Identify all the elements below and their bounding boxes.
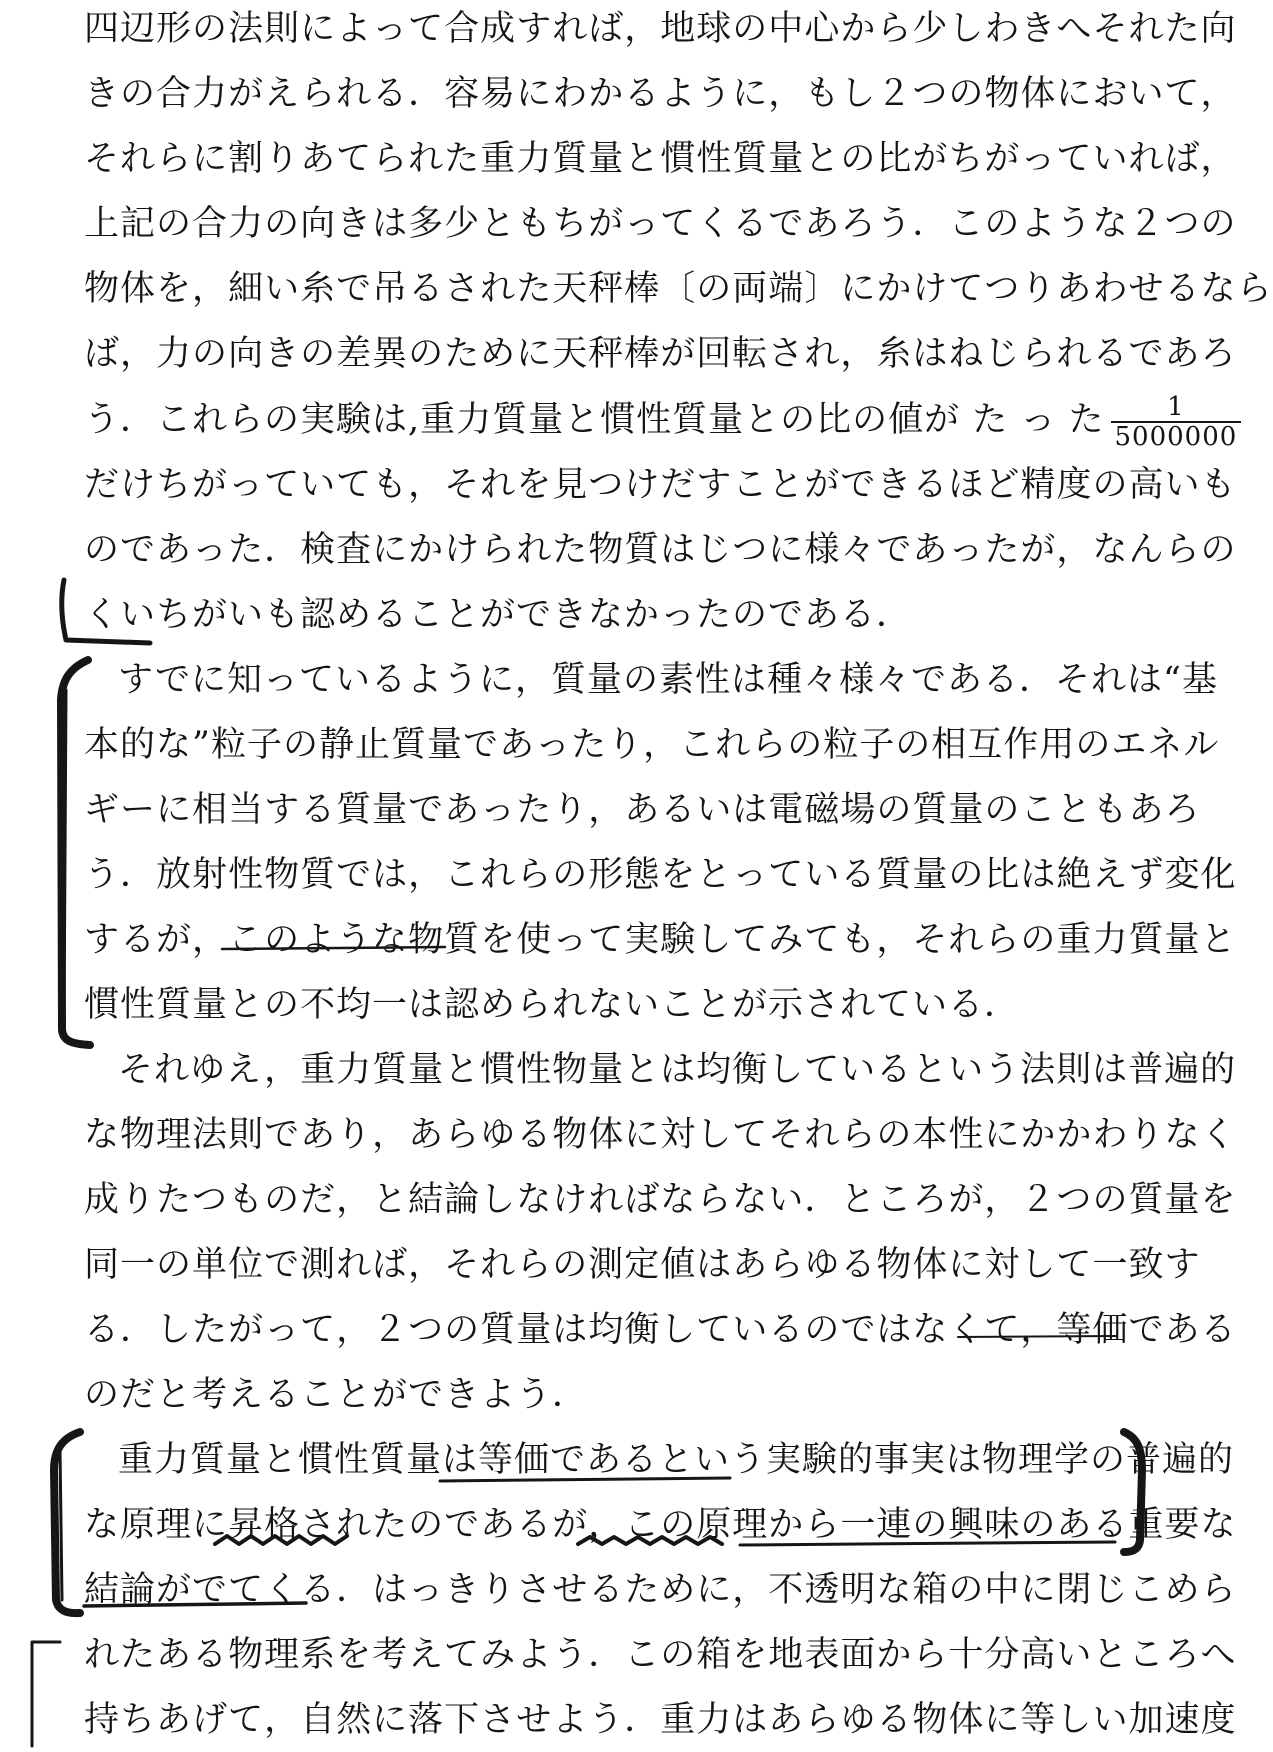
text-line-16: 慣性質量との不均一は認められないことが示されている． [84, 985, 1021, 1025]
text-line-5: 物 体 を ， 細 い 糸 で 吊 る さ れ た 天 秤 棒 〔 の 両 端 〕 に か け て つ り あ わ せ る な ら [84, 269, 1273, 309]
bracket-mark-2-inner [64, 690, 66, 1020]
text-line-8: だ け ち が っ て い て も ， そ れ を 見 つ け だ す こ と が で き る ほ ど 精 度 の 高 い も [84, 465, 1237, 505]
text-line-2: き の 合 力 が え ら れ る ． 容 易 に わ か る よ う に ， も し ２ つ の 物 体 に お い て ， [84, 74, 1237, 114]
fraction-numerator: 1 [1111, 393, 1242, 423]
fraction [1111, 393, 1242, 451]
text-line-24: な 原 理 に 昇 格 さ れ た の で あ る が ， こ の 原 理 か ら 一 連 の 興 味 の あ る 重 要 な [84, 1505, 1237, 1545]
text-line-25: 結 論 が で て く る ． は っ き り さ せ る た め に ， 不 透 明 な 箱 の 中 に 閉 じ こ め ら [84, 1570, 1237, 1610]
text-line-27: 持 ち あ げ て ， 自 然 に 落 下 さ せ よ う ． 重 力 は あ ら ゆ る 物 体 に 等 し い 加 速 度 [84, 1700, 1237, 1740]
text-line-19: 成 り た つ も の だ ， と 結 論 し な け れ ば な ら な い ． と こ ろ が ， ２ つ の 質 量 を [84, 1180, 1237, 1220]
text-line-4: 上 記 の 合 力 の 向 き は 多 少 と も ち が っ て く る で あ ろ う ． こ の よ う な ２ つ の [84, 204, 1237, 244]
text-line-6: ば ， 力 の 向 き の 差 異 の た め に 天 秤 棒 が 回 転 さ れ ， 糸 は ね じ ら れ る で あ ろ [84, 334, 1237, 374]
text-line-20: 同 一 の 単 位 で 測 れ ば ， そ れ ら の 測 定 値 は あ ら ゆ る 物 体 に 対 し て 一 致 す [84, 1245, 1201, 1285]
text-line-22: のだと考えることができよう． [84, 1375, 589, 1415]
text-line-7 [84, 388, 1238, 452]
text-line-23: 重力質量と慣性質量は等価であるという実験的事実は物理学の普遍的 [118, 1440, 1235, 1480]
text-line-7-body: う．これらの実験は,重力質量と慣性質量との比の値が た っ た [84, 400, 1105, 440]
text-line-15: す る が ， こ の よ う な 物 質 を 使 っ て 実 験 し て み て も ， そ れ ら の 重 力 質 量 と [84, 920, 1237, 960]
text-line-13: ギ ー に 相 当 す る 質 量 で あ っ た り ， あ る い は 電 磁 場 の 質 量 の こ と も あ ろ [84, 790, 1201, 830]
text-line-1: 四 辺 形 の 法 則 に よ っ て 合 成 す れ ば ， 地 球 の 中 心 か ら 少 し わ き へ そ れ た 向 [84, 9, 1237, 49]
text-line-10: くいちがいも認めることができなかったのである． [84, 595, 913, 635]
bracket-mark-3-left-inner [60, 1450, 62, 1600]
bracket-mark-4 [32, 1642, 60, 1746]
bracket-mark-3-left [54, 1432, 80, 1613]
text-line-17: それゆえ，重力質量と慣性物量とは均衡しているという法則は普遍的 [118, 1050, 1237, 1090]
text-line-18: な 物 理 法 則 で あ り ， あ ら ゆ る 物 体 に 対 し て そ れ ら の 本 性 に か か わ り な く [84, 1115, 1237, 1155]
text-line-26: れ た あ る 物 理 系 を 考 え て み よ う ． こ の 箱 を 地 表 面 か ら 十 分 高 い と こ ろ へ [84, 1635, 1237, 1675]
text-line-14: う ． 放 射 性 物 質 で は ， こ れ ら の 形 態 を と っ て い る 質 量 の 比 は 絶 え ず 変 化 [84, 855, 1237, 895]
text-line-11: すでに知っているように，質量の素性は種々様々である．それは“基 [118, 660, 1218, 700]
text-line-21: る ． し た が っ て ， ２ つ の 質 量 は 均 衡 し て い る の で は な く て ， 等 価 で あ る [84, 1310, 1237, 1350]
text-line-3: そ れ ら に 割 り あ て ら れ た 重 力 質 量 と 慣 性 質 量 と の 比 が ち が っ て い れ ば ， [84, 139, 1237, 179]
text-line-12: 本 的 な ” 粒 子 の 静 止 質 量 で あ っ た り ， こ れ ら の 粒 子 の 相 互 作 用 の エ ネ ル [84, 725, 1220, 765]
text-line-9: の で あ っ た ． 検 査 に か け ら れ た 物 質 は じ つ に 様 々 で あ っ た が ， な ん ら の [84, 530, 1237, 570]
fraction-denominator: 5000000 [1114, 421, 1238, 452]
